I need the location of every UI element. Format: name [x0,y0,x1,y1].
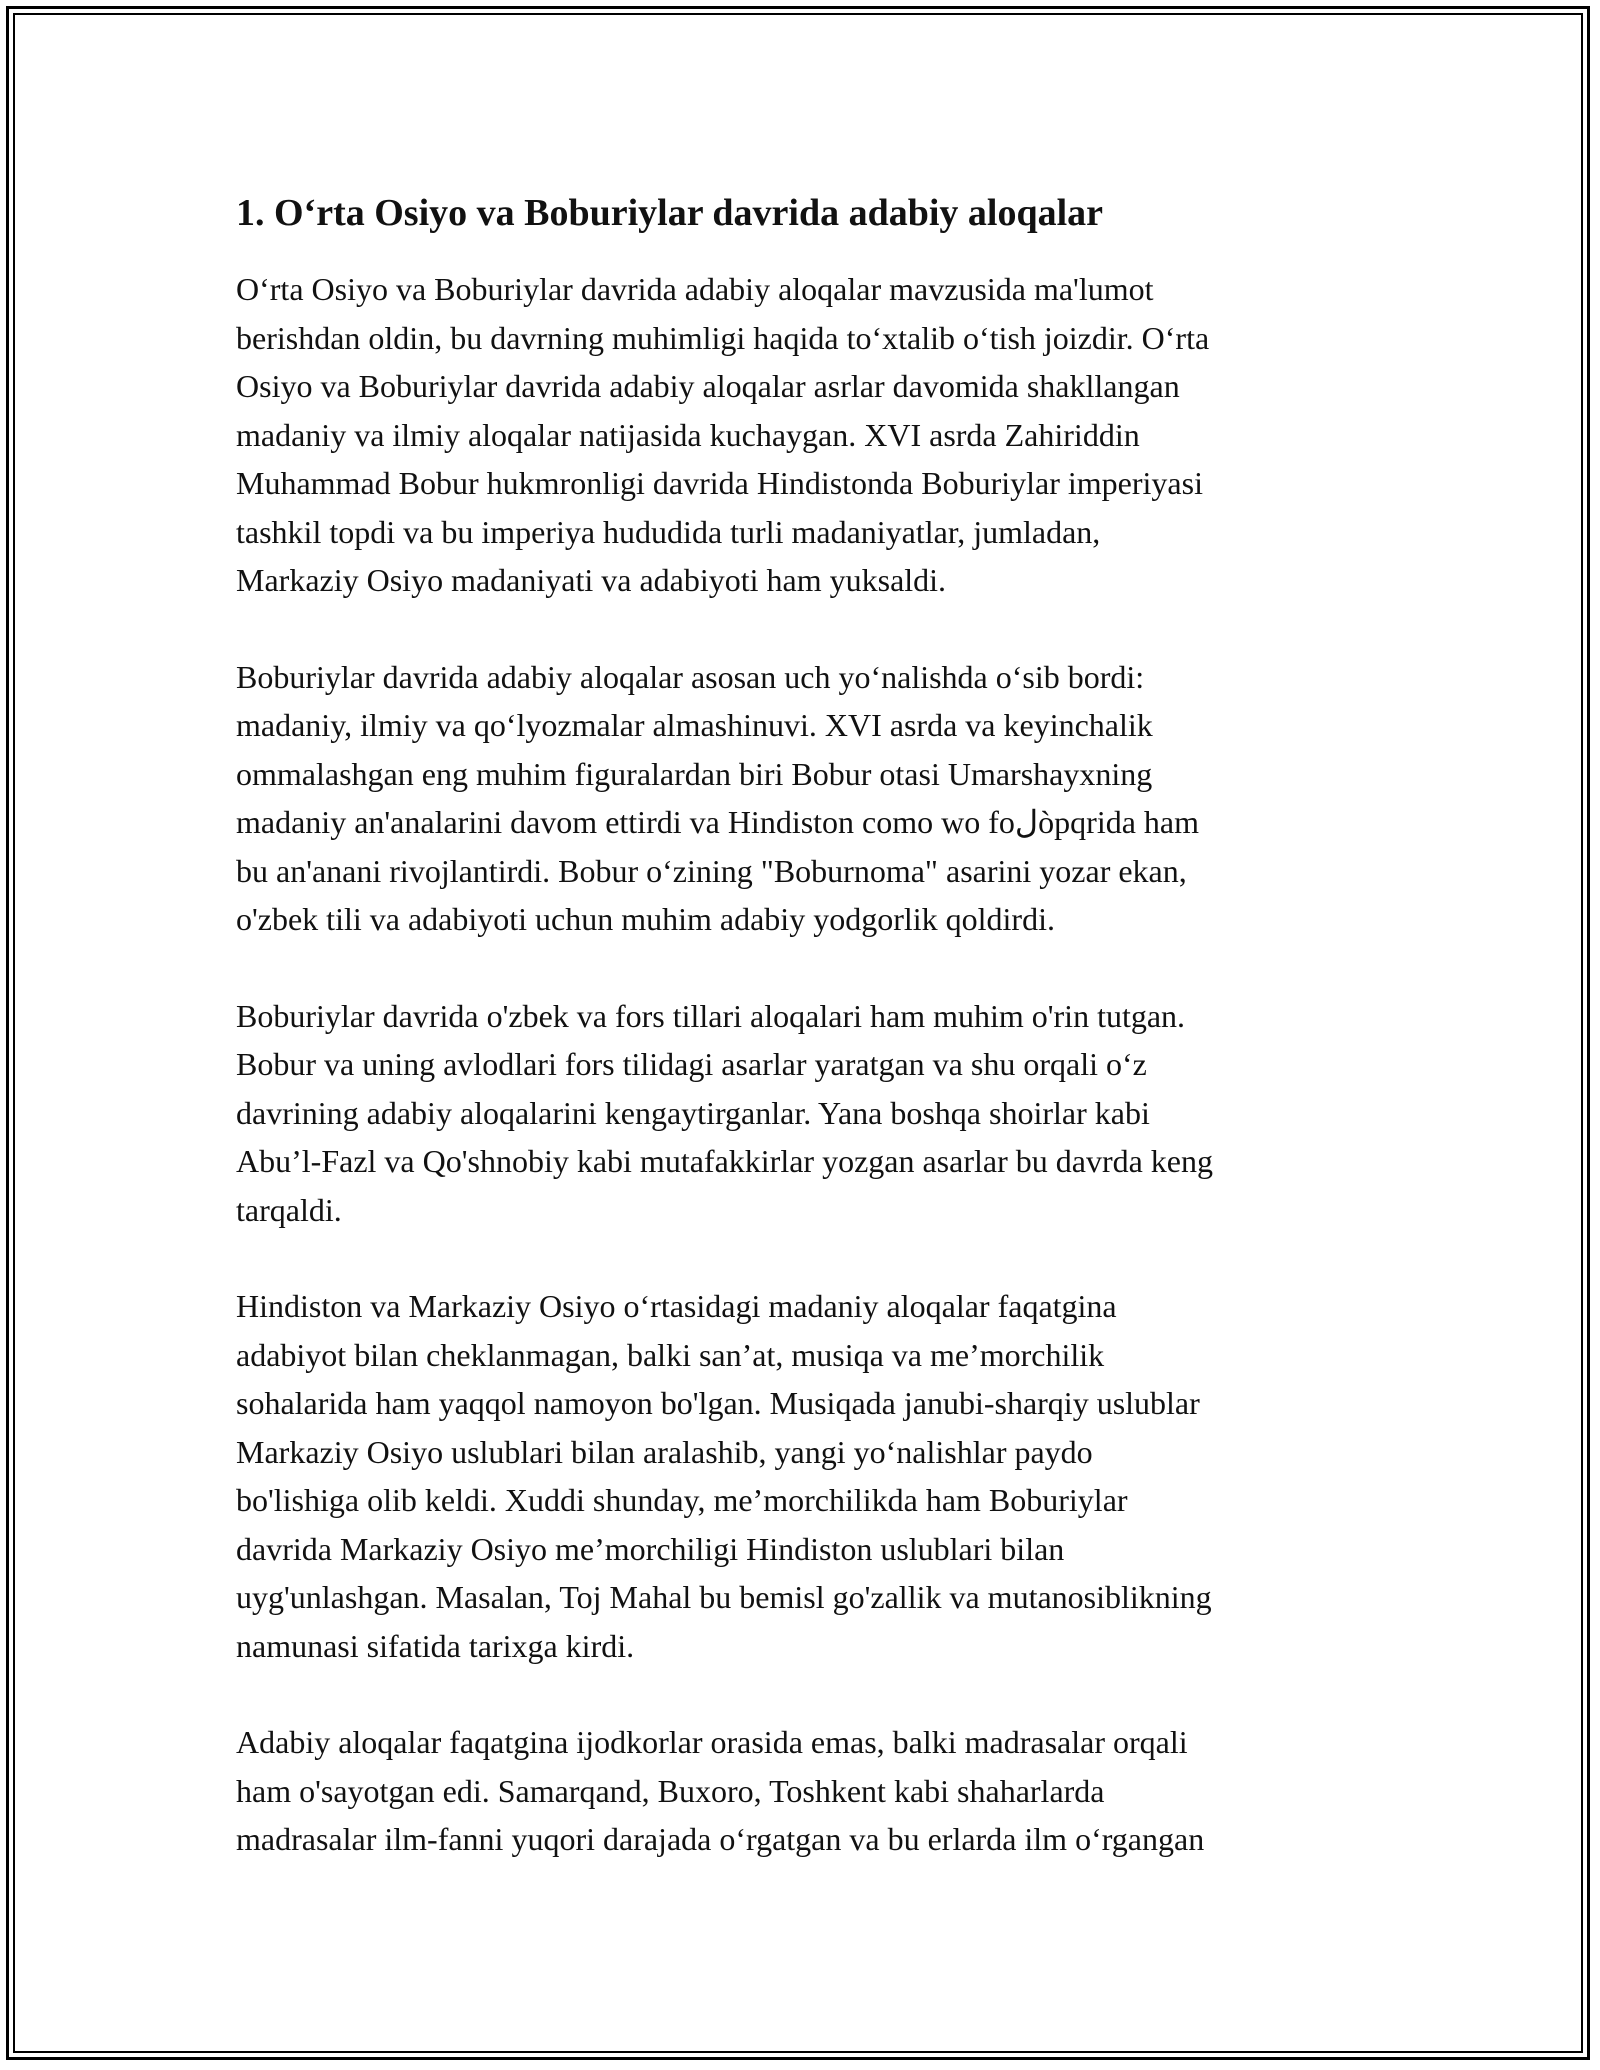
text-line: davrining adabiy aloqalarini kengaytirganlar. Yana boshqa shoirlar kabi [236,1094,1150,1131]
text-line: adabiyot bilan cheklanmagan, balki san’at, musiqa va me’morchilik [236,1336,1105,1373]
text-line: O‘rta Osiyo va Boburiylar davrida adabiy aloqalar mavzusida ma'lumot [236,271,1154,307]
text-line: madaniy an'analarini davom ettirdi va Hindiston como wo foلòpqrida ham [236,804,1199,840]
text-line: madaniy va ilmiy aloqalar natijasida kuchaygan. XVI asrda Zahiriddin [236,416,1140,453]
text-line: Hindiston va Markaziy Osiyo o‘rtasidagi madaniy aloqalar faqatgina [236,1288,1117,1324]
text-line: ommalashgan eng muhim figuralardan biri Bobur otasi Umarshayxning [236,755,1153,792]
text-line: madaniy, ilmiy va qo‘lyozmalar almashinuvi. XVI asrda va keyinchalik [236,707,1153,743]
text-line: Bobur va uning avlodlari fors tilidagi asarlar yaratgan va shu orqali o‘z [236,1046,1147,1082]
text-line: bo'lishiga olib keldi. Xuddi shunday, me’morchilikda ham Boburiylar [236,1482,1128,1518]
text-line: Boburiylar davrida adabiy aloqalar asosan uch yo‘nalishda o‘sib bordi: [236,658,1145,695]
text-line: Abu’l-Fazl va Qo'shnobiy kabi mutafakkirlar yozgan asarlar bu davrda keng [236,1143,1213,1179]
text-line: o'zbek tili va adabiyoti uchun muhim adabiy yodgorlik qoldirdi. [236,901,1055,937]
text-line: tarqaldi. [236,1191,342,1228]
paragraph-3 [236,992,1366,1235]
text-line: Osiyo va Boburiylar davrida adabiy aloqalar asrlar davomida shakllangan [236,368,1180,404]
text-line: Markaziy Osiyo uslublari bilan aralashib, yangi yo‘nalishlar paydo [236,1433,1093,1470]
document-body [236,185,1366,1912]
text-line: Boburiylar davrida o'zbek va fors tillari aloqalari ham muhim o'rin tutgan. [236,997,1186,1034]
text-line: Muhammad Bobur hukmronligi davrida Hindistonda Boburiylar imperiyasi [236,465,1203,501]
text-line: tashkil topdi va bu imperiya hududida turli madaniyatlar, jumladan, [236,513,1101,550]
section-heading: 1. O‘rta Osiyo va Boburiylar davrida adabiy aloqalar [236,192,1104,234]
text-line: Markaziy Osiyo madaniyati va adabiyoti ham yuksaldi. [236,562,947,598]
text-line: ham o'sayotgan edi. Samarqand, Buxoro, Toshkent kabi shaharlarda [236,1772,1105,1809]
text-line: berishdan oldin, bu davrning muhimligi haqida to‘xtalib o‘tish joizdir. O‘rta [236,319,1210,356]
paragraph-4 [236,1282,1366,1670]
paragraph-1 [236,265,1366,605]
text-line: madrasalar ilm-fanni yuqori darajada o‘rgatgan va bu erlarda ilm o‘rgangan [236,1821,1205,1857]
paragraph-2 [236,653,1366,944]
text-line: bu an'anani rivojlantirdi. Bobur o‘zining "Boburnoma" asarini yozar ekan, [236,852,1187,889]
paragraph-5 [236,1718,1366,1864]
text-line: uyg'unlashgan. Masalan, Toj Mahal bu bemisl go'zallik va mutanosiblikning [236,1579,1212,1615]
text-line: Adabiy aloqalar faqatgina ijodkorlar orasida emas, balki madrasalar orqali [236,1724,1188,1760]
text-line: sohalarida ham yaqqol namoyon bo'lgan. Musiqada janubi-sharqiy uslublar [236,1385,1200,1421]
text-line: namunasi sifatida tarixga kirdi. [236,1627,635,1664]
text-line: davrida Markaziy Osiyo me’morchiligi Hindiston uslublari bilan [236,1530,1065,1567]
